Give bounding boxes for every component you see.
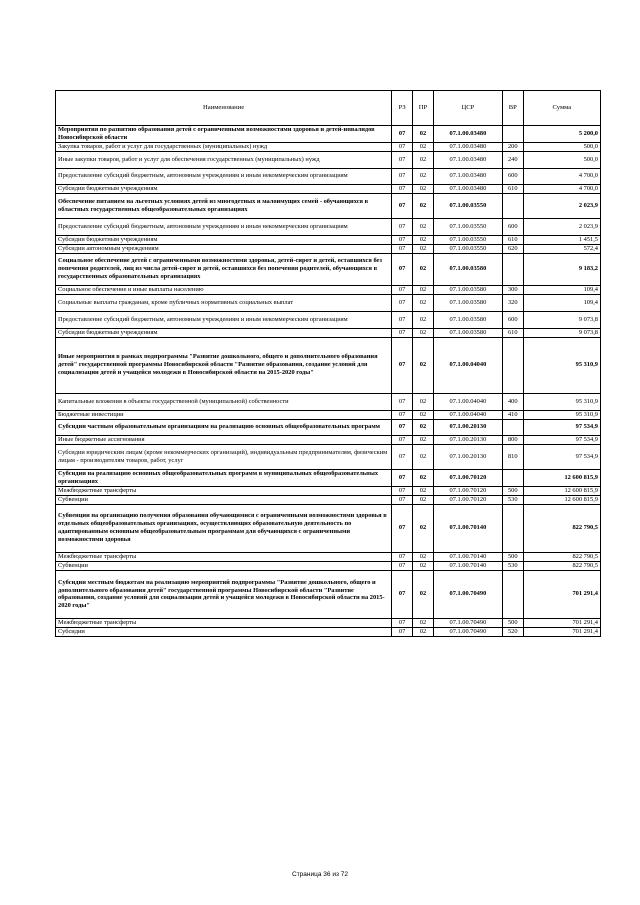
row-vr-cell [502,570,523,618]
row-vr-cell: 620 [502,244,523,253]
row-vr-cell: 800 [502,436,523,445]
row-pr-cell: 02 [413,552,434,561]
row-rz-cell: 07 [392,469,413,486]
budget-table [55,90,601,637]
row-vr-cell [502,419,523,436]
row-vr-cell: 500 [502,486,523,495]
row-csr-cell: 07.1.00.20130 [433,419,502,436]
row-rz-cell: 07 [392,504,413,552]
table-row [56,495,601,504]
row-name-cell: Субвенции [56,561,392,570]
row-name-cell: Субсидии бюджетным учреждениям [56,235,392,244]
row-pr-cell: 02 [413,504,434,552]
row-csr-cell: 07.1.00.70120 [433,469,502,486]
row-sum-cell: 97 534,9 [523,436,600,445]
row-rz-cell: 07 [392,436,413,445]
table-row [56,126,601,143]
row-csr-cell: 07.1.00.03580 [433,295,502,312]
row-rz-cell: 07 [392,151,413,168]
row-vr-cell: 530 [502,561,523,570]
row-name-cell: Межбюджетные трансферты [56,552,392,561]
table-row [56,445,601,470]
row-vr-cell: 500 [502,552,523,561]
row-sum-cell: 701 291,4 [523,628,600,637]
table-row [56,619,601,628]
row-vr-cell: 240 [502,151,523,168]
row-csr-cell: 07.1.00.03480 [433,142,502,151]
row-pr-cell: 02 [413,436,434,445]
table-body [56,91,601,637]
row-csr-cell: 07.1.00.70490 [433,570,502,618]
row-sum-cell: 572,4 [523,244,600,253]
row-pr-cell: 02 [413,495,434,504]
row-name-cell: Бюджетные инвестиции [56,410,392,419]
row-rz-cell: 07 [392,486,413,495]
row-sum-cell: 9 073,8 [523,328,600,337]
row-name-cell: Предоставление субсидий бюджетным, автономным учреждениям и иным некоммерческим организациям [56,218,392,235]
row-vr-cell [502,126,523,143]
row-name-cell: Капитальные вложения в объекты государственной (муниципальной) собственности [56,393,392,410]
row-sum-cell: 97 534,9 [523,419,600,436]
row-pr-cell: 02 [413,445,434,470]
header-csr: ЦСР [433,91,502,126]
row-name-cell: Предоставление субсидий бюджетным, автономным учреждениям и иным некоммерческим организациям [56,168,392,185]
row-sum-cell: 822 790,5 [523,552,600,561]
row-name-cell: Субсидии бюджетным учреждениям [56,185,392,194]
header-rz: РЗ [392,91,413,126]
table-row [56,393,601,410]
table-row [56,168,601,185]
row-pr-cell: 02 [413,328,434,337]
row-pr-cell: 02 [413,151,434,168]
row-sum-cell: 500,0 [523,142,600,151]
table-row [56,504,601,552]
row-csr-cell: 07.1.00.03550 [433,194,502,219]
row-csr-cell: 07.1.00.03580 [433,328,502,337]
row-csr-cell: 07.1.00.03550 [433,235,502,244]
table-row [56,295,601,312]
row-sum-cell: 2 023,9 [523,194,600,219]
header-sum: Сумма [523,91,600,126]
row-csr-cell: 07.1.00.70140 [433,552,502,561]
row-name-cell: Предоставление субсидий бюджетным, автономным учреждениям и иным некоммерческим организациям [56,311,392,328]
row-name-cell: Межбюджетные трансферты [56,486,392,495]
table-row [56,419,601,436]
row-sum-cell: 12 600 815,9 [523,486,600,495]
row-vr-cell: 530 [502,495,523,504]
row-rz-cell: 07 [392,419,413,436]
row-csr-cell: 07.1.00.04040 [433,393,502,410]
row-rz-cell: 07 [392,235,413,244]
row-name-cell: Субсидии на реализацию основных общеобразовательных программ в муниципальных общеобразовательных организациях [56,469,392,486]
row-rz-cell: 07 [392,445,413,470]
row-vr-cell: 520 [502,628,523,637]
row-vr-cell: 200 [502,142,523,151]
row-name-cell: Обеспечение питанием на льготных условиях детей из многодетных и малоимущих семей - обучающихся в областных государственных общеобразовательных организациях [56,194,392,219]
row-vr-cell: 810 [502,445,523,470]
row-name-cell: Иные мероприятия в рамках подпрограммы "Развитие дошкольного, общего и дополнительного образования детей" государственной программы Новосибирской области "Развитие образования, создание условий для социализации детей и учащейся молодежи в Новосибирской области на 2015-2020 годы" [56,337,392,393]
row-csr-cell: 07.1.00.70120 [433,495,502,504]
row-vr-cell [502,469,523,486]
row-csr-cell: 07.1.00.03580 [433,253,502,286]
row-sum-cell: 9 183,2 [523,253,600,286]
row-csr-cell: 07.1.00.04040 [433,410,502,419]
row-sum-cell: 109,4 [523,286,600,295]
table-row [56,194,601,219]
row-sum-cell: 822 790,5 [523,561,600,570]
table-row [56,311,601,328]
row-name-cell: Субсидии [56,628,392,637]
row-sum-cell: 701 291,4 [523,570,600,618]
row-rz-cell: 07 [392,328,413,337]
table-row [56,235,601,244]
row-sum-cell: 9 073,8 [523,311,600,328]
row-csr-cell: 07.1.00.03550 [433,218,502,235]
row-name-cell: Социальное обеспечение детей с ограниченными возможностями здоровья, детей-сирот и детей, оставшихся без попечения родителей, лиц из числа детей-сирот и детей, оставшихся без попечения родителей, обучающихся в государственных образовательных организациях [56,253,392,286]
row-pr-cell: 02 [413,419,434,436]
table-row [56,552,601,561]
row-name-cell: Закупка товаров, работ и услуг для государственных (муниципальных) нужд [56,142,392,151]
row-csr-cell: 07.1.00.03480 [433,168,502,185]
row-vr-cell: 610 [502,235,523,244]
table-row [56,218,601,235]
row-vr-cell: 320 [502,295,523,312]
row-vr-cell: 300 [502,286,523,295]
row-vr-cell: 410 [502,410,523,419]
row-vr-cell: 610 [502,328,523,337]
row-csr-cell: 07.1.00.70490 [433,619,502,628]
header-pr: ПР [413,91,434,126]
row-sum-cell: 109,4 [523,295,600,312]
row-rz-cell: 07 [392,253,413,286]
row-sum-cell: 822 790,5 [523,504,600,552]
row-rz-cell: 07 [392,126,413,143]
row-sum-cell: 12 600 815,9 [523,495,600,504]
row-rz-cell: 07 [392,570,413,618]
row-pr-cell: 02 [413,235,434,244]
table-row [56,185,601,194]
row-name-cell: Субвенции на организацию получения образования обучающимися с ограниченными возможностями здоровья в отдельных общеобразовательных организациях, осуществляющих образовательную деятельность по адаптированным основным общеобразовательным программам для обучающихся с ограниченными возможностями здоровья [56,504,392,552]
header-name: Наименование [56,91,392,126]
row-pr-cell: 02 [413,218,434,235]
row-pr-cell: 02 [413,410,434,419]
table-row [56,570,601,618]
row-name-cell: Субсидии юридическим лицам (кроме некоммерческих организаций), индивидуальным предпринимателям, физическим лицам - производителям товаров, работ, услуг [56,445,392,470]
row-sum-cell: 95 310,9 [523,410,600,419]
row-rz-cell: 07 [392,552,413,561]
row-vr-cell: 600 [502,168,523,185]
row-pr-cell: 02 [413,469,434,486]
table-row [56,244,601,253]
row-csr-cell: 07.1.00.03480 [433,126,502,143]
row-sum-cell: 500,0 [523,151,600,168]
table-row [56,486,601,495]
row-pr-cell: 02 [413,628,434,637]
row-csr-cell: 07.1.00.20130 [433,445,502,470]
header-vr: ВР [502,91,523,126]
row-sum-cell: 12 600 815,9 [523,469,600,486]
row-name-cell: Мероприятия по развитию образования детей с ограниченными возможностями здоровья и детей-инвалидов Новосибирской области [56,126,392,143]
table-header-row [56,91,601,126]
row-vr-cell [502,504,523,552]
table-row [56,286,601,295]
row-name-cell: Субсидии автономным учреждениям [56,244,392,253]
row-rz-cell: 07 [392,337,413,393]
row-csr-cell: 07.1.00.70140 [433,561,502,570]
row-pr-cell: 02 [413,337,434,393]
row-name-cell: Субсидии бюджетным учреждениям [56,328,392,337]
row-name-cell: Субсидии местным бюджетам на реализацию мероприятий подпрограммы "Развитие дошкольного, общего и дополнительного образования детей" государственной программы Новосибирской области "Развитие образования, создание условий для социализации детей и учащейся молодежи в Новосибирской области на 2015-2020 годы" [56,570,392,618]
page-footer [0,871,640,878]
row-rz-cell: 07 [392,295,413,312]
table-row [56,337,601,393]
row-csr-cell: 07.1.00.03580 [433,286,502,295]
row-rz-cell: 07 [392,393,413,410]
row-name-cell: Субсидии частным образовательным организациям на реализацию основных общеобразовательных программ [56,419,392,436]
table-row [56,253,601,286]
row-vr-cell: 500 [502,619,523,628]
row-csr-cell: 07.1.00.03480 [433,185,502,194]
row-rz-cell: 07 [392,561,413,570]
row-pr-cell: 02 [413,244,434,253]
row-sum-cell: 97 534,9 [523,445,600,470]
row-csr-cell: 07.1.00.70490 [433,628,502,637]
row-sum-cell: 95 310,9 [523,337,600,393]
row-pr-cell: 02 [413,393,434,410]
row-pr-cell: 02 [413,561,434,570]
row-sum-cell: 95 310,9 [523,393,600,410]
row-pr-cell: 02 [413,126,434,143]
row-sum-cell: 4 700,0 [523,185,600,194]
row-vr-cell [502,337,523,393]
row-rz-cell: 07 [392,244,413,253]
page-number-label: Страница 36 из 72 [292,871,348,878]
row-pr-cell: 02 [413,619,434,628]
table-row [56,142,601,151]
row-rz-cell: 07 [392,311,413,328]
row-pr-cell: 02 [413,570,434,618]
table-row [56,436,601,445]
row-name-cell: Субвенции [56,495,392,504]
row-pr-cell: 02 [413,295,434,312]
row-csr-cell: 07.1.00.20130 [433,436,502,445]
row-pr-cell: 02 [413,194,434,219]
row-sum-cell: 1 451,5 [523,235,600,244]
row-vr-cell [502,253,523,286]
table-row [56,410,601,419]
table-row [56,328,601,337]
row-name-cell: Социальные выплаты гражданам, кроме публичных нормативных социальных выплат [56,295,392,312]
row-rz-cell: 07 [392,185,413,194]
row-sum-cell: 4 700,0 [523,168,600,185]
row-name-cell: Социальное обеспечение и иные выплаты населению [56,286,392,295]
row-rz-cell: 07 [392,194,413,219]
row-rz-cell: 07 [392,218,413,235]
row-sum-cell: 701 291,4 [523,619,600,628]
row-name-cell: Иные закупки товаров, работ и услуг для обеспечения государственных (муниципальных) нужд [56,151,392,168]
row-name-cell: Межбюджетные трансферты [56,619,392,628]
table-row [56,561,601,570]
row-vr-cell: 600 [502,311,523,328]
row-pr-cell: 02 [413,486,434,495]
row-rz-cell: 07 [392,628,413,637]
row-vr-cell: 600 [502,218,523,235]
row-sum-cell: 2 023,9 [523,218,600,235]
row-csr-cell: 07.1.00.70140 [433,504,502,552]
row-pr-cell: 02 [413,253,434,286]
row-vr-cell [502,194,523,219]
row-rz-cell: 07 [392,168,413,185]
table-row [56,628,601,637]
row-name-cell: Иные бюджетные ассигнования [56,436,392,445]
row-pr-cell: 02 [413,168,434,185]
row-csr-cell: 07.1.00.03580 [433,311,502,328]
row-rz-cell: 07 [392,286,413,295]
row-csr-cell: 07.1.00.03480 [433,151,502,168]
row-pr-cell: 02 [413,286,434,295]
table-row [56,469,601,486]
row-rz-cell: 07 [392,495,413,504]
row-rz-cell: 07 [392,410,413,419]
row-vr-cell: 400 [502,393,523,410]
row-csr-cell: 07.1.00.03550 [433,244,502,253]
row-pr-cell: 02 [413,311,434,328]
row-rz-cell: 07 [392,619,413,628]
row-sum-cell: 5 200,0 [523,126,600,143]
row-csr-cell: 07.1.00.70120 [433,486,502,495]
row-pr-cell: 02 [413,185,434,194]
row-csr-cell: 07.1.00.04040 [433,337,502,393]
table-row [56,151,601,168]
row-pr-cell: 02 [413,142,434,151]
row-rz-cell: 07 [392,142,413,151]
row-vr-cell: 610 [502,185,523,194]
